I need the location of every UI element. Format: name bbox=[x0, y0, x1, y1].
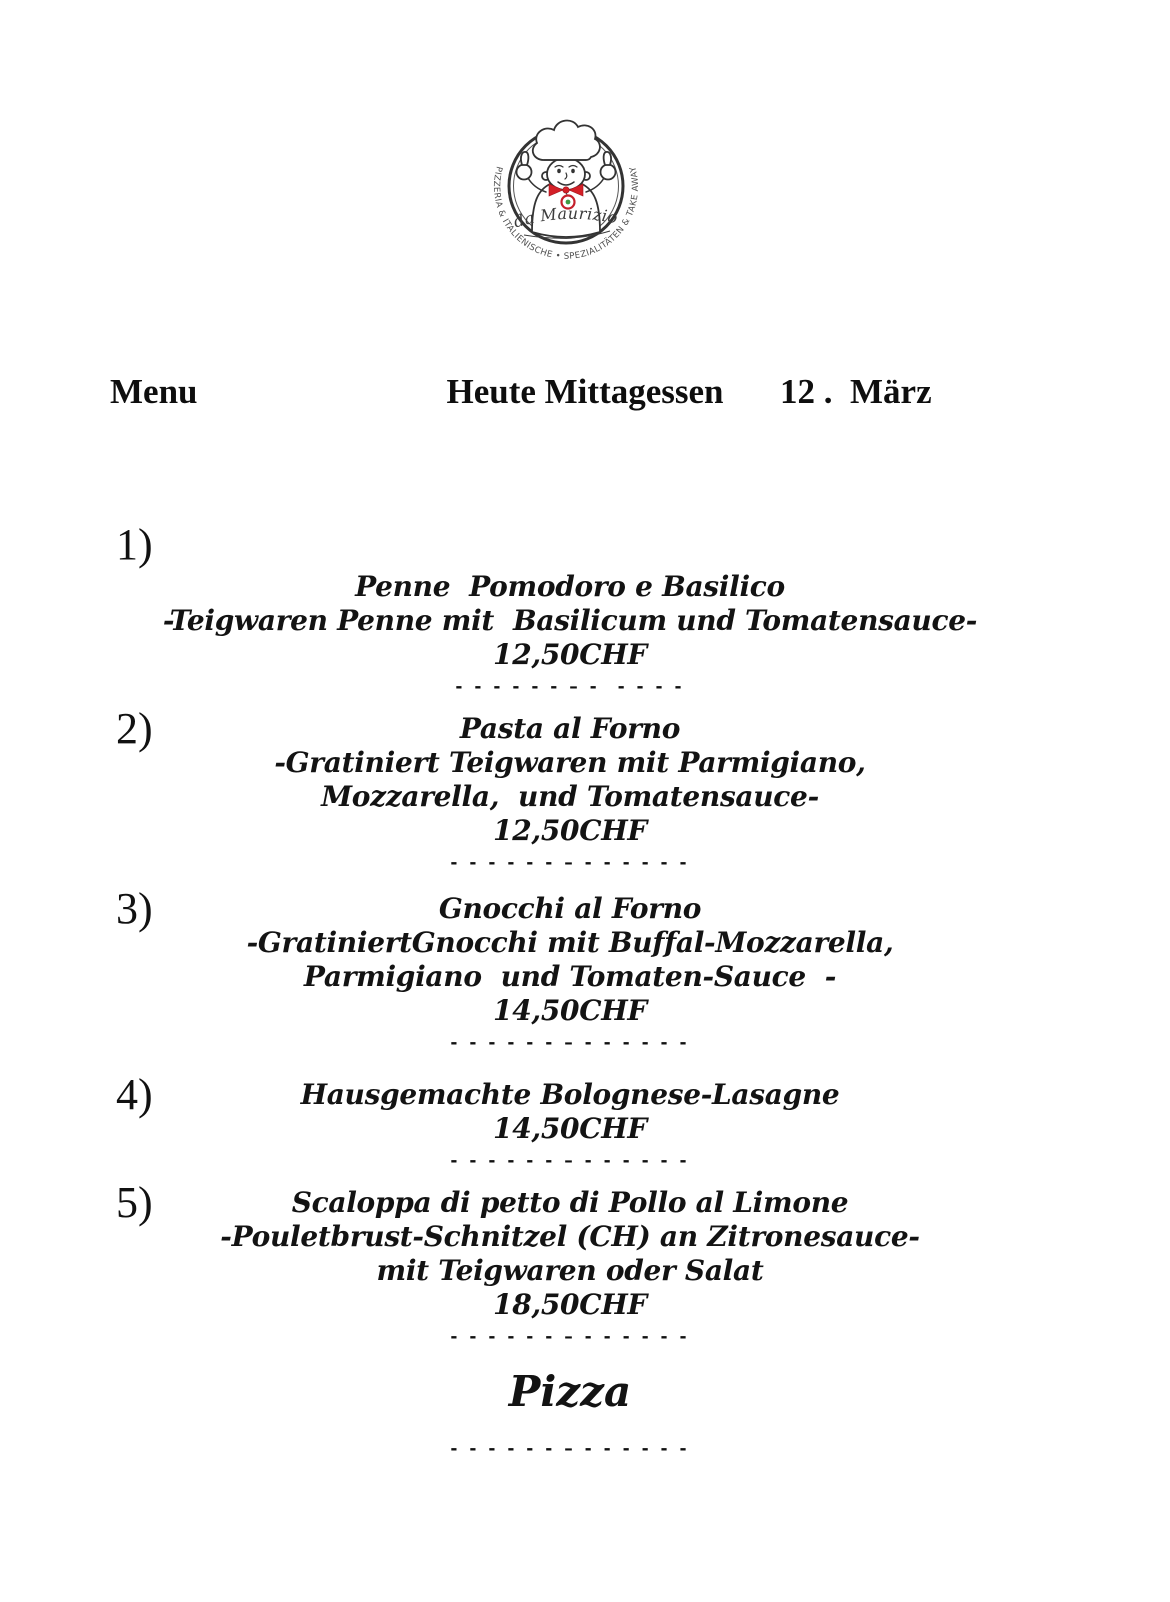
section-title-pizza: Pizza bbox=[508, 1367, 632, 1416]
chef-left-eye bbox=[557, 169, 561, 173]
medallion-center bbox=[566, 200, 571, 205]
dish-description: Mozzarella, und Tomatensauce- bbox=[321, 780, 819, 813]
menu-item-1 bbox=[0, 520, 1140, 702]
header-date: 12 . März bbox=[780, 372, 932, 411]
dish-price: 12,50CHF bbox=[493, 638, 647, 671]
bowtie-knot bbox=[563, 187, 569, 193]
menu-item-4 bbox=[0, 1070, 1140, 1176]
dish-price: 14,50CHF bbox=[493, 1112, 647, 1145]
menu-item-2 bbox=[0, 704, 1140, 878]
item-number: 5) bbox=[116, 1178, 153, 1227]
separator: - - - - - - – - - - - - - bbox=[450, 853, 690, 873]
chef-right-fist bbox=[601, 165, 616, 180]
chef-hat-icon bbox=[533, 121, 600, 160]
separator: - - - - - - – - - - - - bbox=[455, 677, 685, 697]
dish-name: Gnocchi al Forno bbox=[438, 892, 702, 925]
restaurant-logo bbox=[466, 74, 666, 298]
chef-right-eye bbox=[571, 169, 575, 173]
dish-name: Hausgemachte Bolognese-Lasagne bbox=[300, 1078, 840, 1111]
dish-description: -GratiniertGnocchi mit Buffal-Mozzarella, bbox=[246, 926, 894, 959]
dish-name: Pasta al Forno bbox=[459, 712, 681, 745]
menu-item-5 bbox=[0, 1178, 1140, 1352]
menu-item-3 bbox=[0, 884, 1140, 1058]
dish-name: Penne Pomodoro e Basilico bbox=[355, 570, 785, 603]
item-number: 3) bbox=[116, 884, 153, 933]
dish-description: Parmigiano und Tomaten-Sauce - bbox=[303, 960, 837, 993]
dish-description: -Teigwaren Penne mit Basilicum und Tomatensauce- bbox=[162, 604, 978, 637]
chef-right-thumb-icon bbox=[604, 152, 611, 165]
dish-description: mit Teigwaren oder Salat bbox=[376, 1254, 764, 1287]
header-subtitle: Heute Mittagessen bbox=[446, 372, 724, 411]
separator: - - - - - - – - - - - - - bbox=[450, 1151, 690, 1171]
item-number: 2) bbox=[116, 704, 153, 753]
dish-description: -Pouletbrust-Schnitzel (CH) an Zitronesauce- bbox=[220, 1220, 920, 1253]
chef-left-fist bbox=[517, 165, 532, 180]
dish-description: -Gratiniert Teigwaren mit Parmigiano, bbox=[274, 746, 866, 779]
separator: - - - - - - – - - - - - - bbox=[450, 1439, 690, 1459]
dish-name: Scaloppa di petto di Pollo al Limone bbox=[291, 1186, 849, 1219]
item-number: 1) bbox=[116, 520, 153, 569]
logo-script-name: da Maurizio bbox=[511, 203, 620, 232]
dish-price: 12,50CHF bbox=[493, 814, 647, 847]
menu-title: Menu bbox=[110, 372, 198, 411]
separator: - - - - - - – - - - - - - bbox=[450, 1327, 690, 1347]
menu-header bbox=[0, 372, 1170, 422]
dish-price: 14,50CHF bbox=[493, 994, 647, 1027]
item-number: 4) bbox=[116, 1070, 153, 1119]
separator: - - - - - - – - - - - - - bbox=[450, 1033, 690, 1053]
logo-arc-caption: PIZZERIA & ITALIENISCHE • SPEZIALITÄTEN & TAKE AWAY bbox=[490, 165, 642, 262]
dish-price: 18,50CHF bbox=[493, 1288, 647, 1321]
chef-logo-graphic bbox=[466, 74, 666, 298]
chef-left-thumb-icon bbox=[521, 152, 528, 165]
menu-items bbox=[0, 520, 1140, 1464]
